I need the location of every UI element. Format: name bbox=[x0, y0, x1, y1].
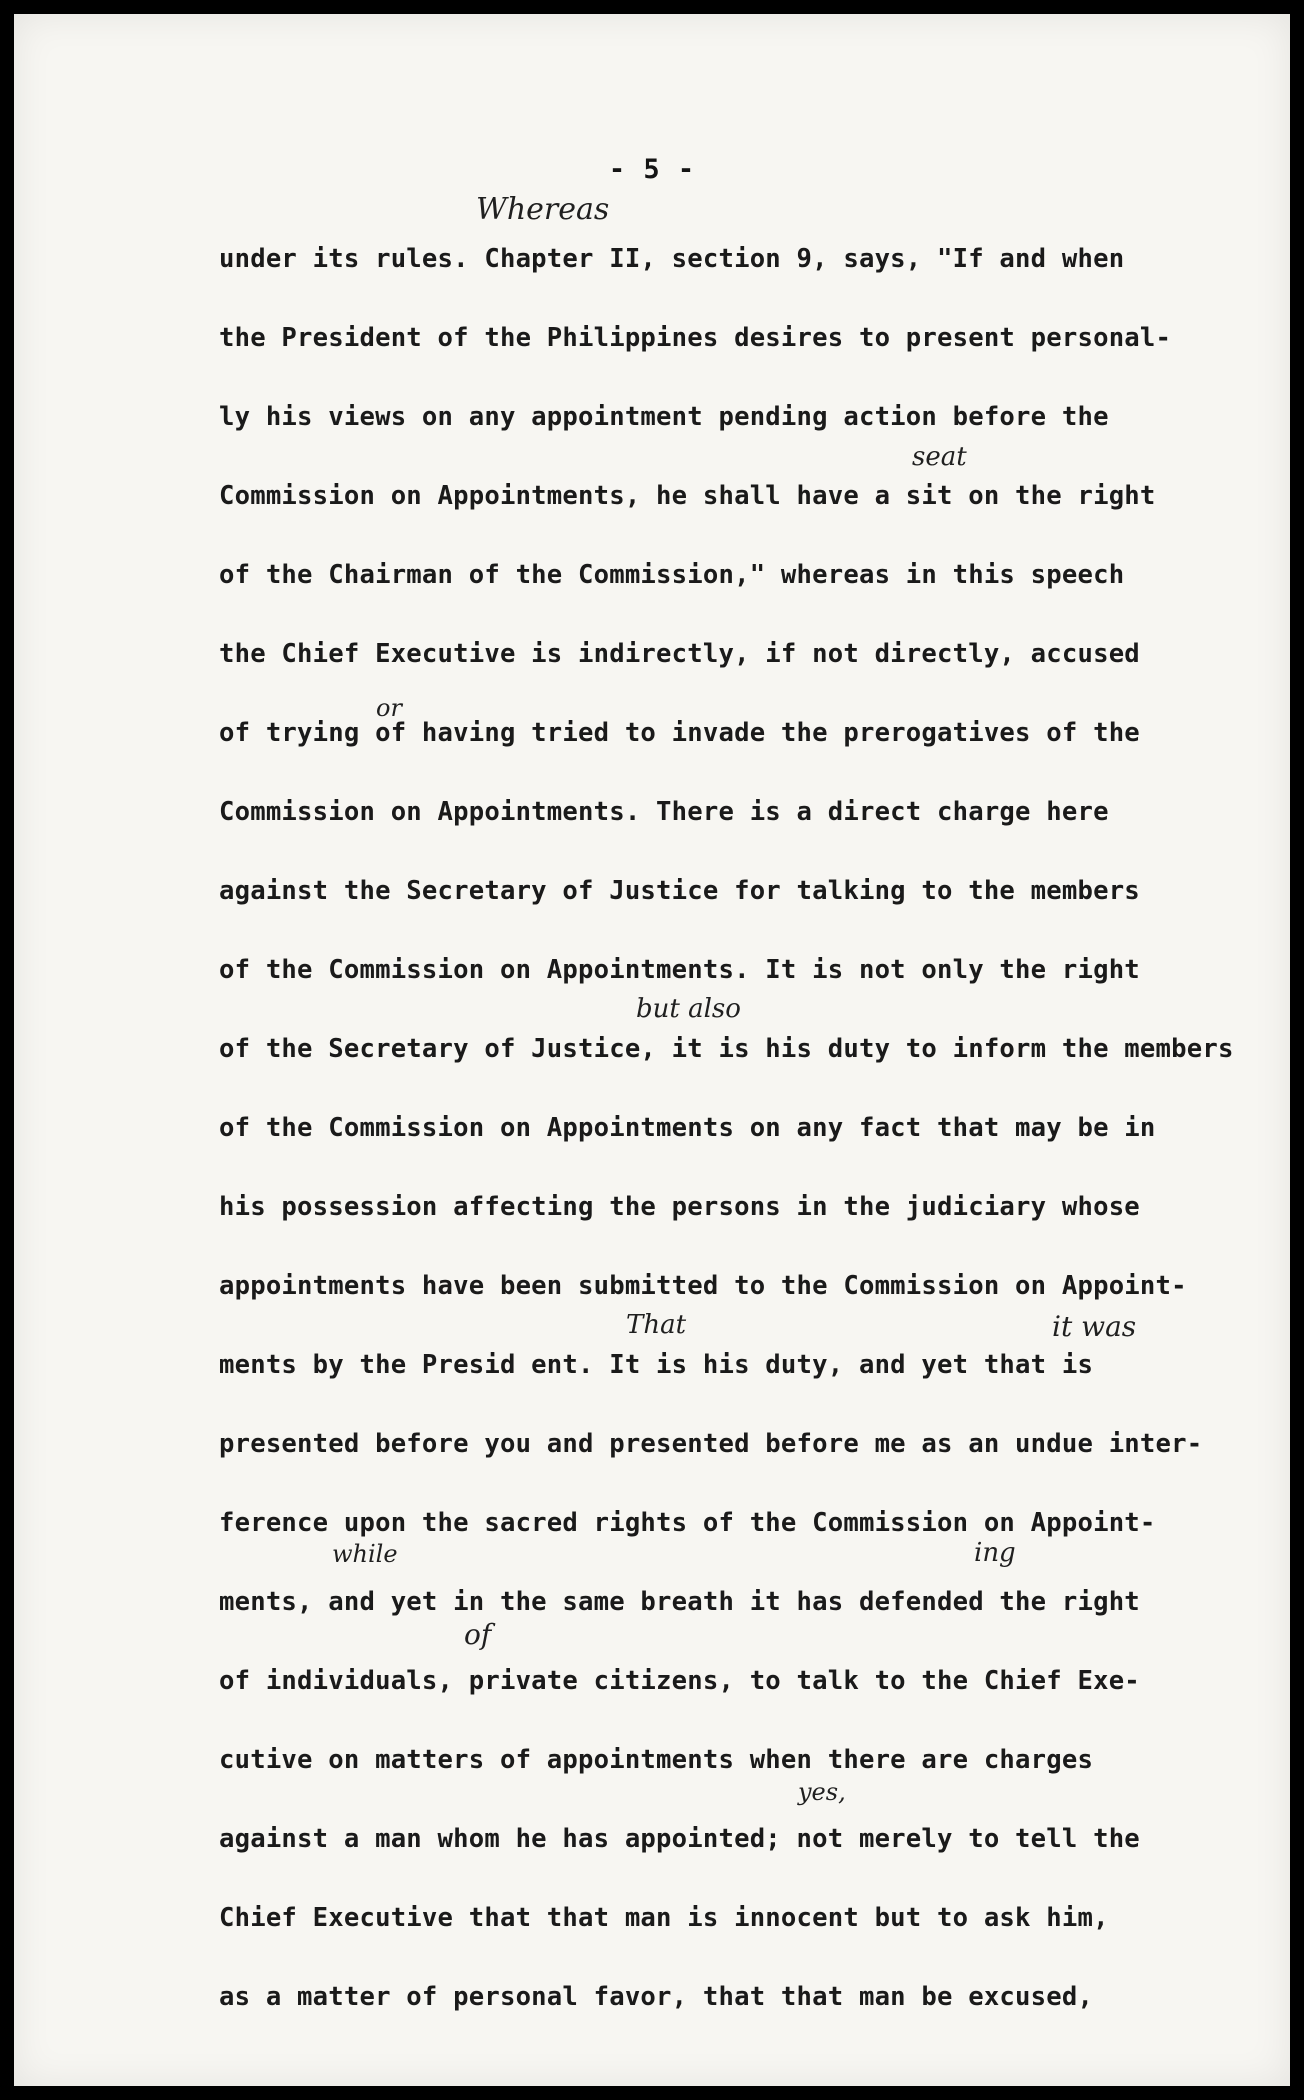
text-line-18: ments, and yet in the same breath it has defended the right bbox=[219, 1587, 1140, 1617]
handwritten-ing: ing bbox=[974, 1538, 1016, 1568]
text-line-14: appointments have been submitted to the Commission on Appoint- bbox=[219, 1271, 1187, 1301]
text-line-22: Chief Executive that that man is innocent but to ask him, bbox=[219, 1903, 1109, 1933]
text-line-6: the Chief Executive is indirectly, if not directly, accused bbox=[219, 639, 1140, 669]
text-line-10: of the Commission on Appointments. It is not only the right bbox=[219, 955, 1140, 985]
text-line-19: of individuals, private citizens, to talk to the Chief Exe- bbox=[219, 1666, 1140, 1696]
text-line-5: of the Chairman of the Commission," whereas in this speech bbox=[219, 560, 1125, 590]
handwritten-that: That bbox=[626, 1310, 687, 1340]
text-line-23: as a matter of personal favor, that that man be excused, bbox=[219, 1982, 1094, 2012]
text-line-20: cutive on matters of appointments when there are charges bbox=[219, 1745, 1094, 1775]
text-line-21: against a man whom he has appointed; not merely to tell the bbox=[219, 1824, 1140, 1854]
text-line-2: the President of the Philippines desires to present personal- bbox=[219, 323, 1172, 353]
text-line-17: ference upon the sacred rights of the Commission on Appoint- bbox=[219, 1508, 1156, 1538]
handwritten-or: or bbox=[376, 694, 402, 722]
text-line-7: of trying of having tried to invade the prerogatives of the bbox=[219, 718, 1140, 748]
handwritten-yes: yes, bbox=[798, 1778, 846, 1806]
typed-text-body bbox=[219, 220, 1239, 2037]
text-line-13: his possession affecting the persons in the judiciary whose bbox=[219, 1192, 1140, 1222]
handwritten-while: while bbox=[332, 1540, 398, 1568]
handwritten-seat: seat bbox=[912, 442, 967, 472]
text-line-16: presented before you and presented before me as an undue inter- bbox=[219, 1429, 1203, 1459]
text-line-15: ments by the Presid ent. It is his duty, and yet that is bbox=[219, 1350, 1094, 1380]
text-line-1: under its rules. Chapter II, section 9, says, "If and when bbox=[219, 244, 1125, 274]
text-line-3: ly his views on any appointment pending action before the bbox=[219, 402, 1109, 432]
handwritten-it-was: it was bbox=[1052, 1310, 1137, 1343]
text-line-12: of the Commission on Appointments on any fact that may be in bbox=[219, 1113, 1156, 1143]
text-line-9: against the Secretary of Justice for talking to the members bbox=[219, 876, 1140, 906]
page-number: - 5 - bbox=[608, 154, 696, 185]
text-line-11: of the Secretary of Justice, it is his duty to inform the members bbox=[219, 1034, 1234, 1064]
handwritten-whereas: Whereas bbox=[476, 192, 610, 227]
handwritten-of: of bbox=[464, 1618, 492, 1651]
document-page bbox=[14, 14, 1290, 2086]
text-line-8: Commission on Appointments. There is a direct charge here bbox=[219, 797, 1109, 827]
text-line-4: Commission on Appointments, he shall have a sit on the right bbox=[219, 481, 1156, 511]
handwritten-but-also: but also bbox=[636, 994, 741, 1024]
